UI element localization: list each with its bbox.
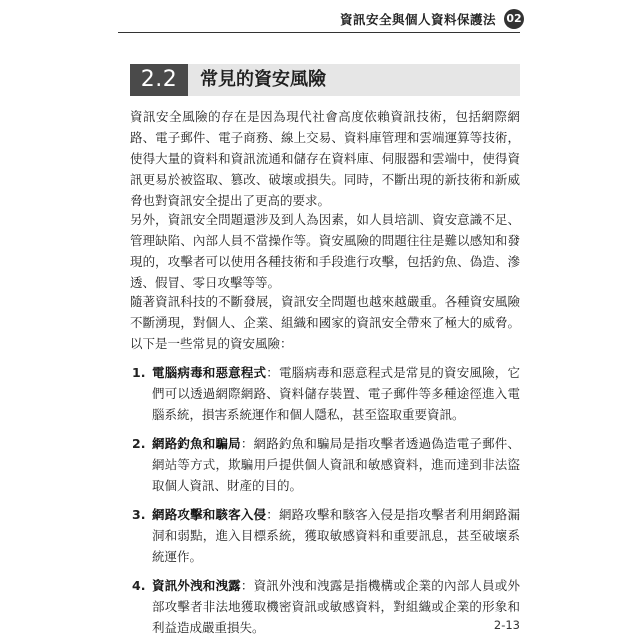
section-heading (130, 64, 520, 96)
risk-name: 網路釣魚和騙局 (152, 436, 241, 451)
risk-description: 資訊外洩和洩露是指機構或企業的內部人員或外部攻擊者非法地獲取機密資訊或敏感資料，對組織或企業的形象和利益造成嚴重損失。 (152, 578, 520, 635)
risk-name: 電腦病毒和惡意程式 (152, 365, 267, 380)
body-paragraph: 資訊安全風險的存在是因為現代社會高度依賴資訊技術，包括網際網路、電子郵件、電子商務、線上交易、資料庫管理和雲端運算等技術，使得大量的資料和資訊流通和儲存在資料庫、伺服器和雲端中，使得資訊更易於被盜取、篡改、破壞或損失。同時，不斷出現的新技術和新威脅也對資訊安全提出了更高的要求。 (130, 109, 520, 208)
list-item-number: 4. (132, 578, 146, 593)
body-paragraph: 隨著資訊科技的不斷發展，資訊安全問題也越來越嚴重。各種資安風險不斷湧現，對個人、企業、組織和國家的資訊安全帶來了極大的威脅。以下是一些常見的資安風險： (130, 294, 520, 351)
risk-list (130, 362, 520, 640)
section-title: 常見的資安風險 (200, 69, 326, 90)
chapter-number-badge: 02 (504, 9, 524, 29)
risk-separator: ： (266, 365, 279, 380)
risk-separator: ： (266, 507, 279, 522)
list-item (130, 433, 520, 496)
body-paragraph: 另外，資訊安全問題還涉及到人為因素，如人員培訓、資安意識不足、管理缺陷、內部人員不當操作等。資安風險的問題往往是難以感知和發現的，攻擊者可以使用各種技術和手段進行攻擊，包括釣魚、偽造、滲透、假冒、零日攻擊等等。 (130, 212, 520, 290)
risk-separator: ： (240, 578, 254, 593)
list-item-number: 3. (132, 507, 146, 522)
risk-description: 網路釣魚和騙局是指攻擊者透過偽造電子郵件、網站等方式，欺騙用戶提供個人資訊和敏感資料，進而達到非法盜取個人資訊、財產的目的。 (152, 436, 520, 493)
section-number: 2.2 (130, 64, 188, 96)
risk-name: 網路攻擊和駭客入侵 (152, 507, 267, 522)
risk-description: 電腦病毒和惡意程式是常見的資安風險，它們可以透過網際網路、資料儲存裝置、電子郵件等多種途徑進入電腦系統，損害系統運作和個人隱私，甚至盜取重要資訊。 (152, 365, 520, 422)
risk-separator: ： (240, 436, 254, 451)
page-number: 2-13 (493, 618, 520, 632)
chapter-title: 資訊安全與個人資料保護法 (339, 12, 496, 27)
list-item (130, 362, 520, 425)
list-item (130, 504, 520, 567)
risk-name: 資訊外洩和洩露 (152, 578, 241, 593)
list-item (130, 575, 520, 638)
risk-description: 網路攻擊和駭客入侵是指攻擊者利用網路漏洞和弱點，進入目標系統，獲取敏感資料和重要訊息，甚至破壞系統運作。 (152, 507, 520, 564)
running-header (118, 8, 520, 33)
list-item-number: 2. (132, 436, 146, 451)
list-item-number: 1. (132, 365, 146, 380)
